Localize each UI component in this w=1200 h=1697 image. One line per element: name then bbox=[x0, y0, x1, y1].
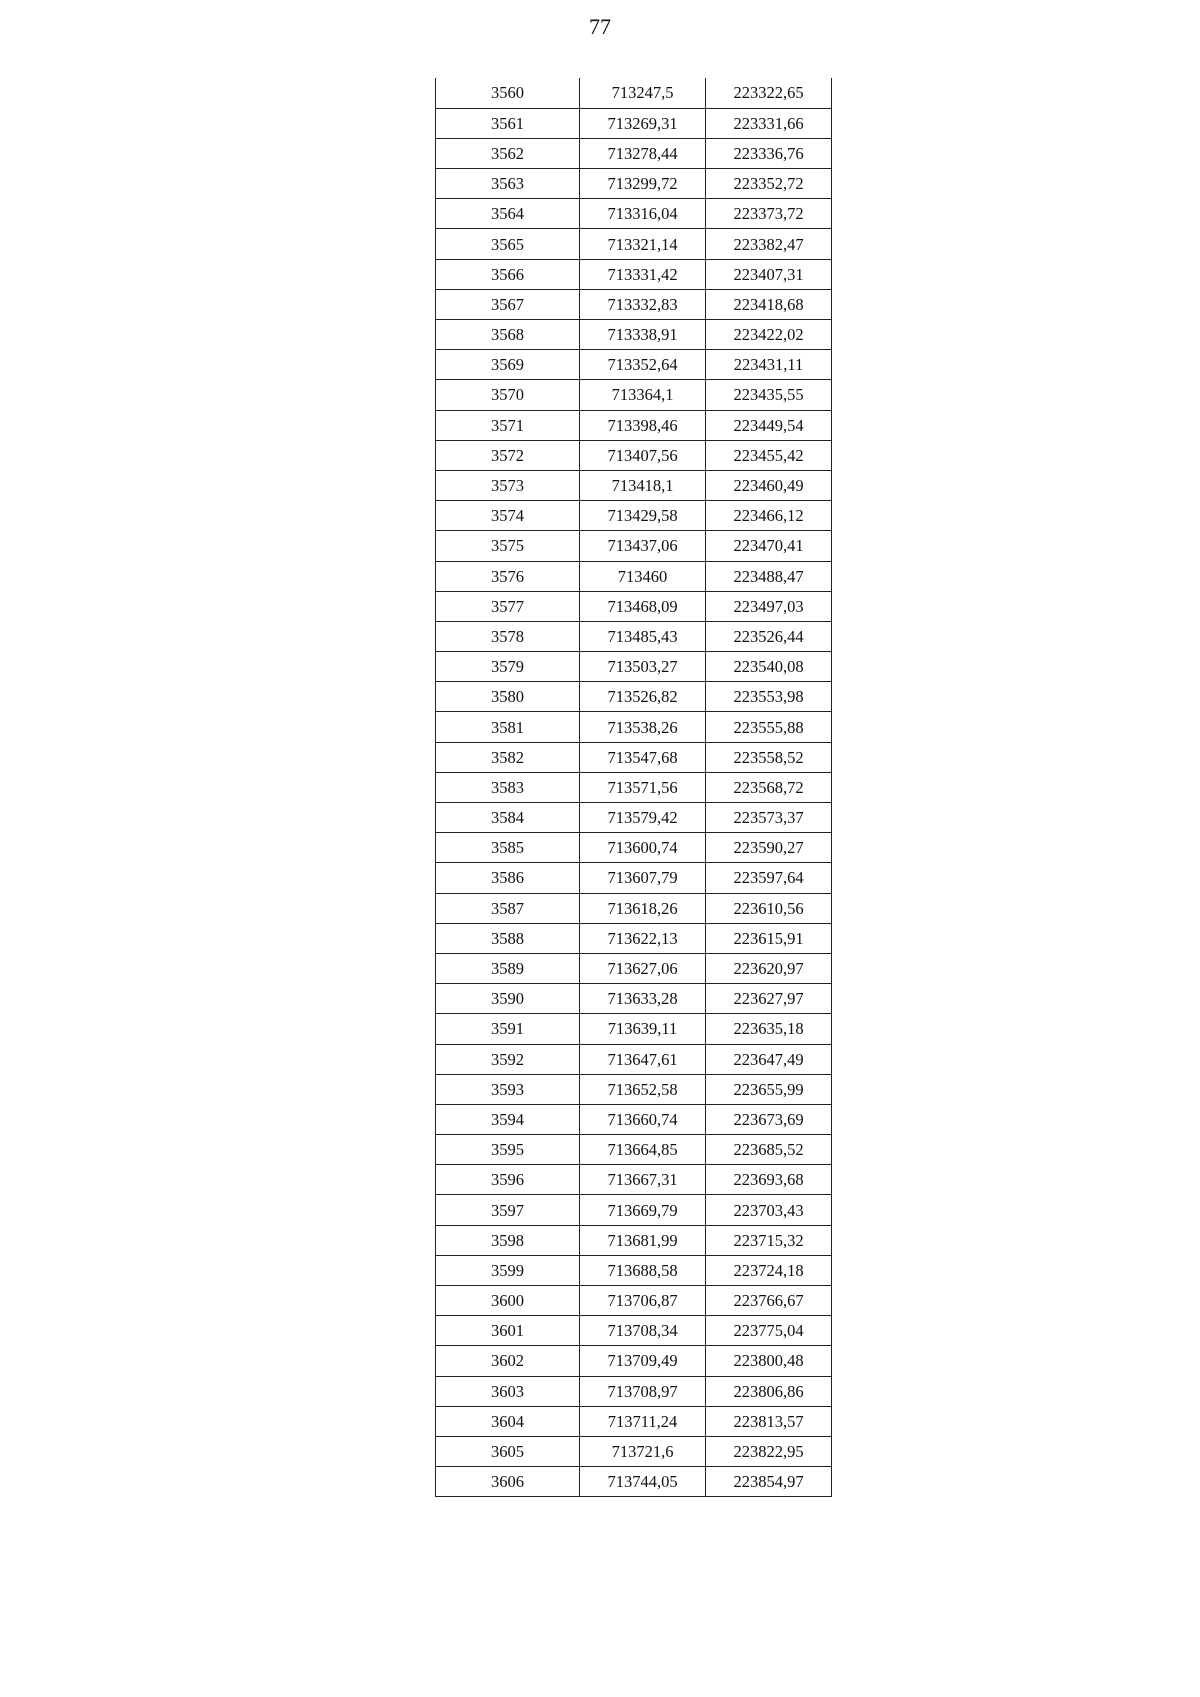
table-row bbox=[436, 833, 832, 863]
table-row bbox=[436, 1255, 832, 1285]
table-row bbox=[436, 289, 832, 319]
y-coordinate-cell: 223800,48 bbox=[706, 1346, 832, 1376]
x-coordinate-cell: 713364,1 bbox=[580, 380, 706, 410]
x-coordinate-cell: 713338,91 bbox=[580, 320, 706, 350]
x-coordinate-cell: 713460 bbox=[580, 561, 706, 591]
point-number-cell: 3603 bbox=[436, 1376, 580, 1406]
y-coordinate-cell: 223422,02 bbox=[706, 320, 832, 350]
point-number-cell: 3580 bbox=[436, 682, 580, 712]
table-row bbox=[436, 531, 832, 561]
table-row bbox=[436, 561, 832, 591]
y-coordinate-cell: 223854,97 bbox=[706, 1467, 832, 1497]
y-coordinate-cell: 223526,44 bbox=[706, 621, 832, 651]
point-number-cell: 3583 bbox=[436, 772, 580, 802]
table-row bbox=[436, 742, 832, 772]
y-coordinate-cell: 223597,64 bbox=[706, 863, 832, 893]
x-coordinate-cell: 713709,49 bbox=[580, 1346, 706, 1376]
y-coordinate-cell: 223322,65 bbox=[706, 78, 832, 108]
y-coordinate-cell: 223813,57 bbox=[706, 1406, 832, 1436]
point-number-cell: 3600 bbox=[436, 1286, 580, 1316]
y-coordinate-cell: 223431,11 bbox=[706, 350, 832, 380]
y-coordinate-cell: 223806,86 bbox=[706, 1376, 832, 1406]
y-coordinate-cell: 223558,52 bbox=[706, 742, 832, 772]
table-row bbox=[436, 682, 832, 712]
x-coordinate-cell: 713332,83 bbox=[580, 289, 706, 319]
y-coordinate-cell: 223766,67 bbox=[706, 1286, 832, 1316]
table-row bbox=[436, 1286, 832, 1316]
table-row bbox=[436, 923, 832, 953]
table-row bbox=[436, 410, 832, 440]
x-coordinate-cell: 713607,79 bbox=[580, 863, 706, 893]
y-coordinate-cell: 223673,69 bbox=[706, 1104, 832, 1134]
table-row bbox=[436, 652, 832, 682]
table-row bbox=[436, 1316, 832, 1346]
point-number-cell: 3578 bbox=[436, 621, 580, 651]
table-row bbox=[436, 621, 832, 651]
y-coordinate-cell: 223497,03 bbox=[706, 591, 832, 621]
point-number-cell: 3568 bbox=[436, 320, 580, 350]
table-row bbox=[436, 1014, 832, 1044]
y-coordinate-cell: 223685,52 bbox=[706, 1135, 832, 1165]
table-row bbox=[436, 893, 832, 923]
y-coordinate-cell: 223455,42 bbox=[706, 440, 832, 470]
point-number-cell: 3564 bbox=[436, 199, 580, 229]
point-number-cell: 3569 bbox=[436, 350, 580, 380]
x-coordinate-cell: 713600,74 bbox=[580, 833, 706, 863]
x-coordinate-cell: 713708,34 bbox=[580, 1316, 706, 1346]
point-number-cell: 3598 bbox=[436, 1225, 580, 1255]
point-number-cell: 3573 bbox=[436, 470, 580, 500]
y-coordinate-cell: 223382,47 bbox=[706, 229, 832, 259]
x-coordinate-cell: 713667,31 bbox=[580, 1165, 706, 1195]
x-coordinate-cell: 713247,5 bbox=[580, 78, 706, 108]
table-row bbox=[436, 108, 832, 138]
y-coordinate-cell: 223449,54 bbox=[706, 410, 832, 440]
point-number-cell: 3563 bbox=[436, 169, 580, 199]
table-row bbox=[436, 863, 832, 893]
y-coordinate-cell: 223620,97 bbox=[706, 953, 832, 983]
point-number-cell: 3565 bbox=[436, 229, 580, 259]
point-number-cell: 3560 bbox=[436, 78, 580, 108]
point-number-cell: 3599 bbox=[436, 1255, 580, 1285]
x-coordinate-cell: 713269,31 bbox=[580, 108, 706, 138]
table-row bbox=[436, 78, 832, 108]
table-row bbox=[436, 591, 832, 621]
x-coordinate-cell: 713468,09 bbox=[580, 591, 706, 621]
y-coordinate-cell: 223488,47 bbox=[706, 561, 832, 591]
point-number-cell: 3581 bbox=[436, 712, 580, 742]
x-coordinate-cell: 713316,04 bbox=[580, 199, 706, 229]
table-row bbox=[436, 953, 832, 983]
table-row bbox=[436, 1467, 832, 1497]
table-row bbox=[436, 1195, 832, 1225]
y-coordinate-cell: 223647,49 bbox=[706, 1044, 832, 1074]
x-coordinate-cell: 713660,74 bbox=[580, 1104, 706, 1134]
y-coordinate-cell: 223724,18 bbox=[706, 1255, 832, 1285]
point-number-cell: 3582 bbox=[436, 742, 580, 772]
point-number-cell: 3596 bbox=[436, 1165, 580, 1195]
x-coordinate-cell: 713639,11 bbox=[580, 1014, 706, 1044]
point-number-cell: 3606 bbox=[436, 1467, 580, 1497]
y-coordinate-cell: 223693,68 bbox=[706, 1165, 832, 1195]
point-number-cell: 3605 bbox=[436, 1436, 580, 1466]
point-number-cell: 3588 bbox=[436, 923, 580, 953]
y-coordinate-cell: 223627,97 bbox=[706, 984, 832, 1014]
y-coordinate-cell: 223715,32 bbox=[706, 1225, 832, 1255]
point-number-cell: 3597 bbox=[436, 1195, 580, 1225]
table-row bbox=[436, 1165, 832, 1195]
table-row bbox=[436, 1044, 832, 1074]
y-coordinate-cell: 223703,43 bbox=[706, 1195, 832, 1225]
coordinates-table bbox=[435, 78, 832, 1497]
y-coordinate-cell: 223635,18 bbox=[706, 1014, 832, 1044]
x-coordinate-cell: 713538,26 bbox=[580, 712, 706, 742]
table-row bbox=[436, 169, 832, 199]
table-row bbox=[436, 138, 832, 168]
x-coordinate-cell: 713579,42 bbox=[580, 803, 706, 833]
x-coordinate-cell: 713744,05 bbox=[580, 1467, 706, 1497]
x-coordinate-cell: 713398,46 bbox=[580, 410, 706, 440]
x-coordinate-cell: 713437,06 bbox=[580, 531, 706, 561]
point-number-cell: 3584 bbox=[436, 803, 580, 833]
point-number-cell: 3575 bbox=[436, 531, 580, 561]
x-coordinate-cell: 713681,99 bbox=[580, 1225, 706, 1255]
y-coordinate-cell: 223775,04 bbox=[706, 1316, 832, 1346]
table-row bbox=[436, 350, 832, 380]
table-row bbox=[436, 1436, 832, 1466]
y-coordinate-cell: 223540,08 bbox=[706, 652, 832, 682]
table-row bbox=[436, 229, 832, 259]
y-coordinate-cell: 223822,95 bbox=[706, 1436, 832, 1466]
point-number-cell: 3571 bbox=[436, 410, 580, 440]
table-row bbox=[436, 1135, 832, 1165]
x-coordinate-cell: 713407,56 bbox=[580, 440, 706, 470]
y-coordinate-cell: 223568,72 bbox=[706, 772, 832, 802]
y-coordinate-cell: 223553,98 bbox=[706, 682, 832, 712]
x-coordinate-cell: 713299,72 bbox=[580, 169, 706, 199]
y-coordinate-cell: 223373,72 bbox=[706, 199, 832, 229]
point-number-cell: 3572 bbox=[436, 440, 580, 470]
point-number-cell: 3590 bbox=[436, 984, 580, 1014]
table-row bbox=[436, 1104, 832, 1134]
table-row bbox=[436, 501, 832, 531]
point-number-cell: 3592 bbox=[436, 1044, 580, 1074]
table-row bbox=[436, 1074, 832, 1104]
table-row bbox=[436, 1406, 832, 1436]
x-coordinate-cell: 713429,58 bbox=[580, 501, 706, 531]
x-coordinate-cell: 713526,82 bbox=[580, 682, 706, 712]
table-row bbox=[436, 320, 832, 350]
x-coordinate-cell: 713708,97 bbox=[580, 1376, 706, 1406]
point-number-cell: 3593 bbox=[436, 1074, 580, 1104]
point-number-cell: 3595 bbox=[436, 1135, 580, 1165]
y-coordinate-cell: 223352,72 bbox=[706, 169, 832, 199]
point-number-cell: 3585 bbox=[436, 833, 580, 863]
table-row bbox=[436, 440, 832, 470]
x-coordinate-cell: 713706,87 bbox=[580, 1286, 706, 1316]
y-coordinate-cell: 223407,31 bbox=[706, 259, 832, 289]
point-number-cell: 3574 bbox=[436, 501, 580, 531]
x-coordinate-cell: 713652,58 bbox=[580, 1074, 706, 1104]
y-coordinate-cell: 223590,27 bbox=[706, 833, 832, 863]
coordinates-table-body bbox=[436, 78, 832, 1497]
point-number-cell: 3576 bbox=[436, 561, 580, 591]
point-number-cell: 3566 bbox=[436, 259, 580, 289]
point-number-cell: 3602 bbox=[436, 1346, 580, 1376]
point-number-cell: 3570 bbox=[436, 380, 580, 410]
x-coordinate-cell: 713633,28 bbox=[580, 984, 706, 1014]
page-number: 77 bbox=[589, 14, 611, 39]
y-coordinate-cell: 223435,55 bbox=[706, 380, 832, 410]
point-number-cell: 3562 bbox=[436, 138, 580, 168]
x-coordinate-cell: 713571,56 bbox=[580, 772, 706, 802]
x-coordinate-cell: 713669,79 bbox=[580, 1195, 706, 1225]
x-coordinate-cell: 713647,61 bbox=[580, 1044, 706, 1074]
y-coordinate-cell: 223470,41 bbox=[706, 531, 832, 561]
point-number-cell: 3594 bbox=[436, 1104, 580, 1134]
x-coordinate-cell: 713418,1 bbox=[580, 470, 706, 500]
table-row bbox=[436, 259, 832, 289]
y-coordinate-cell: 223655,99 bbox=[706, 1074, 832, 1104]
point-number-cell: 3601 bbox=[436, 1316, 580, 1346]
x-coordinate-cell: 713278,44 bbox=[580, 138, 706, 168]
x-coordinate-cell: 713331,42 bbox=[580, 259, 706, 289]
table-row bbox=[436, 1225, 832, 1255]
x-coordinate-cell: 713664,85 bbox=[580, 1135, 706, 1165]
point-number-cell: 3587 bbox=[436, 893, 580, 923]
y-coordinate-cell: 223460,49 bbox=[706, 470, 832, 500]
y-coordinate-cell: 223615,91 bbox=[706, 923, 832, 953]
y-coordinate-cell: 223466,12 bbox=[706, 501, 832, 531]
point-number-cell: 3604 bbox=[436, 1406, 580, 1436]
y-coordinate-cell: 223573,37 bbox=[706, 803, 832, 833]
x-coordinate-cell: 713618,26 bbox=[580, 893, 706, 923]
x-coordinate-cell: 713688,58 bbox=[580, 1255, 706, 1285]
point-number-cell: 3591 bbox=[436, 1014, 580, 1044]
table-row bbox=[436, 772, 832, 802]
x-coordinate-cell: 713711,24 bbox=[580, 1406, 706, 1436]
table-row bbox=[436, 803, 832, 833]
y-coordinate-cell: 223336,76 bbox=[706, 138, 832, 168]
x-coordinate-cell: 713721,6 bbox=[580, 1436, 706, 1466]
point-number-cell: 3579 bbox=[436, 652, 580, 682]
table-row bbox=[436, 984, 832, 1014]
x-coordinate-cell: 713503,27 bbox=[580, 652, 706, 682]
y-coordinate-cell: 223610,56 bbox=[706, 893, 832, 923]
y-coordinate-cell: 223331,66 bbox=[706, 108, 832, 138]
table-row bbox=[436, 380, 832, 410]
point-number-cell: 3567 bbox=[436, 289, 580, 319]
table-row bbox=[436, 1376, 832, 1406]
table-row bbox=[436, 199, 832, 229]
point-number-cell: 3589 bbox=[436, 953, 580, 983]
point-number-cell: 3586 bbox=[436, 863, 580, 893]
x-coordinate-cell: 713352,64 bbox=[580, 350, 706, 380]
table-row bbox=[436, 712, 832, 742]
x-coordinate-cell: 713321,14 bbox=[580, 229, 706, 259]
y-coordinate-cell: 223555,88 bbox=[706, 712, 832, 742]
x-coordinate-cell: 713622,13 bbox=[580, 923, 706, 953]
x-coordinate-cell: 713485,43 bbox=[580, 621, 706, 651]
y-coordinate-cell: 223418,68 bbox=[706, 289, 832, 319]
point-number-cell: 3561 bbox=[436, 108, 580, 138]
x-coordinate-cell: 713547,68 bbox=[580, 742, 706, 772]
table-row bbox=[436, 1346, 832, 1376]
point-number-cell: 3577 bbox=[436, 591, 580, 621]
x-coordinate-cell: 713627,06 bbox=[580, 953, 706, 983]
table-row bbox=[436, 470, 832, 500]
